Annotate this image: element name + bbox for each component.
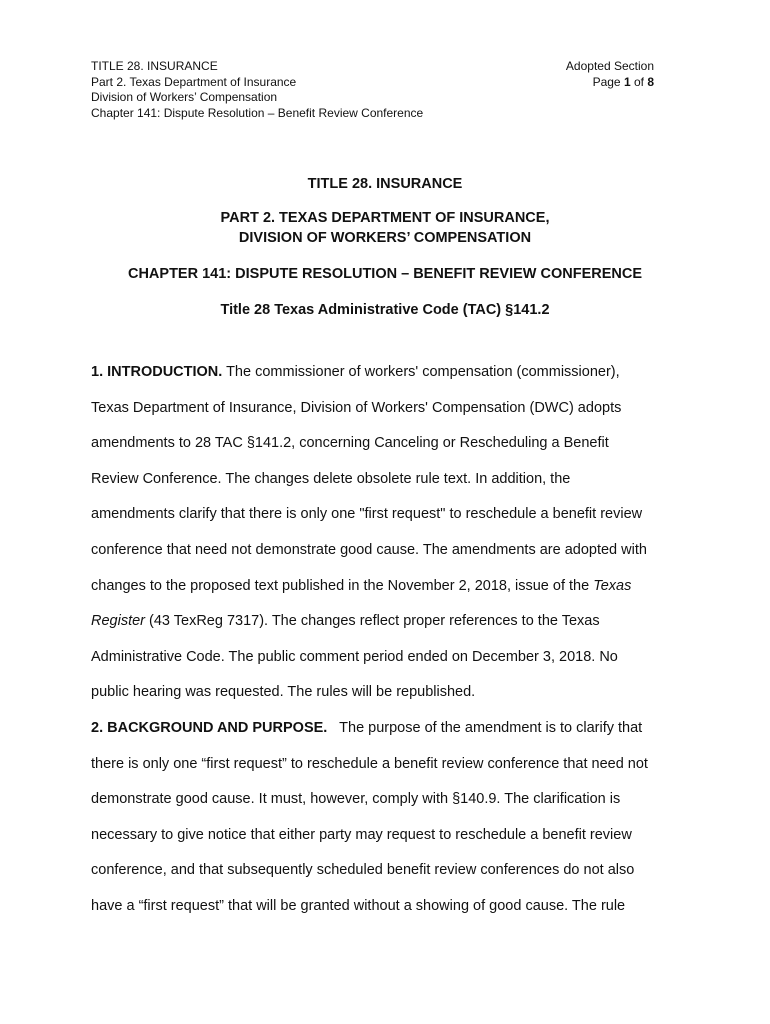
section-introduction <box>91 355 671 711</box>
paragraph-line: changes to the proposed text published in the November 2, 2018, issue of the Texas <box>91 577 632 594</box>
doc-title: TITLE 28. INSURANCE <box>307 176 463 192</box>
paragraph-line: necessary to give notice that either party may request to reschedule a benefit review <box>91 826 632 843</box>
code-citation-heading: Title 28 Texas Administrative Code (TAC) §141.2 <box>220 302 550 318</box>
paragraph-line: there is only one “first request” to reschedule a benefit review conference that need not <box>91 755 648 772</box>
section-heading-introduction: 1. INTRODUCTION. <box>91 364 223 380</box>
page-number: 1 <box>623 74 631 89</box>
paragraph-line: Register (43 TexReg 7317). The changes reflect proper references to the Texas <box>91 613 600 630</box>
publication-name: Register <box>91 613 145 630</box>
header-title-line: TITLE 28. INSURANCE <box>91 59 218 73</box>
running-header-right <box>566 59 654 90</box>
chapter-heading: CHAPTER 141: DISPUTE RESOLUTION – BENEFIT REVIEW CONFERENCE <box>127 266 642 282</box>
page-indicator: Page 1 of 8 <box>592 74 654 89</box>
paragraph-line: amendments to 28 TAC §141.2, concerning Canceling or Rescheduling a Benefit <box>91 435 609 452</box>
paragraph-line: amendments clarify that there is only one "first request" to reschedule a benefit review <box>91 506 643 523</box>
header-part-line: Part 2. Texas Department of Insurance <box>91 74 297 89</box>
paragraph-line: have a “first request” that will be granted without a showing of good cause. The rule <box>91 897 626 914</box>
page-total: 8 <box>647 74 654 89</box>
part-heading-line2: DIVISION OF WORKERS’ COMPENSATION <box>238 230 532 246</box>
section-heading-background: 2. BACKGROUND AND PURPOSE. <box>91 720 328 736</box>
paragraph-line: Administrative Code. The public comment period ended on December 3, 2018. No <box>91 648 618 665</box>
paragraph-line: Review Conference. The changes delete obsolete rule text. In addition, the <box>91 470 571 487</box>
paragraph-line: conference that need not demonstrate good cause. The amendments are adopted with <box>91 541 647 558</box>
publication-name: Texas <box>593 577 632 594</box>
header-division-line: Division of Workers’ Compensation <box>91 90 278 104</box>
paragraph-line: Texas Department of Insurance, Division of Workers' Compensation (DWC) adopts <box>91 399 622 416</box>
part-heading-line1: PART 2. TEXAS DEPARTMENT OF INSURANCE, <box>220 210 550 226</box>
paragraph-line: public hearing was requested. The rules will be republished. <box>91 684 476 701</box>
header-chapter-line: Chapter 141: Dispute Resolution – Benefit Review Conference <box>91 105 424 120</box>
paragraph-line: demonstrate good cause. It must, however, comply with §140.9. The clarification is <box>91 791 621 808</box>
running-header-left <box>91 59 423 121</box>
paragraph-line: conference, and that subsequently scheduled benefit review conferences do not also <box>91 862 635 879</box>
paragraph-line: 1. INTRODUCTION. The commissioner of workers' compensation (commissioner), <box>91 364 620 380</box>
paragraph-line: 2. BACKGROUND AND PURPOSE. The purpose of the amendment is to clarify that <box>91 720 643 736</box>
section-background-purpose <box>91 711 671 925</box>
adopted-section-label: Adopted Section <box>565 59 654 73</box>
